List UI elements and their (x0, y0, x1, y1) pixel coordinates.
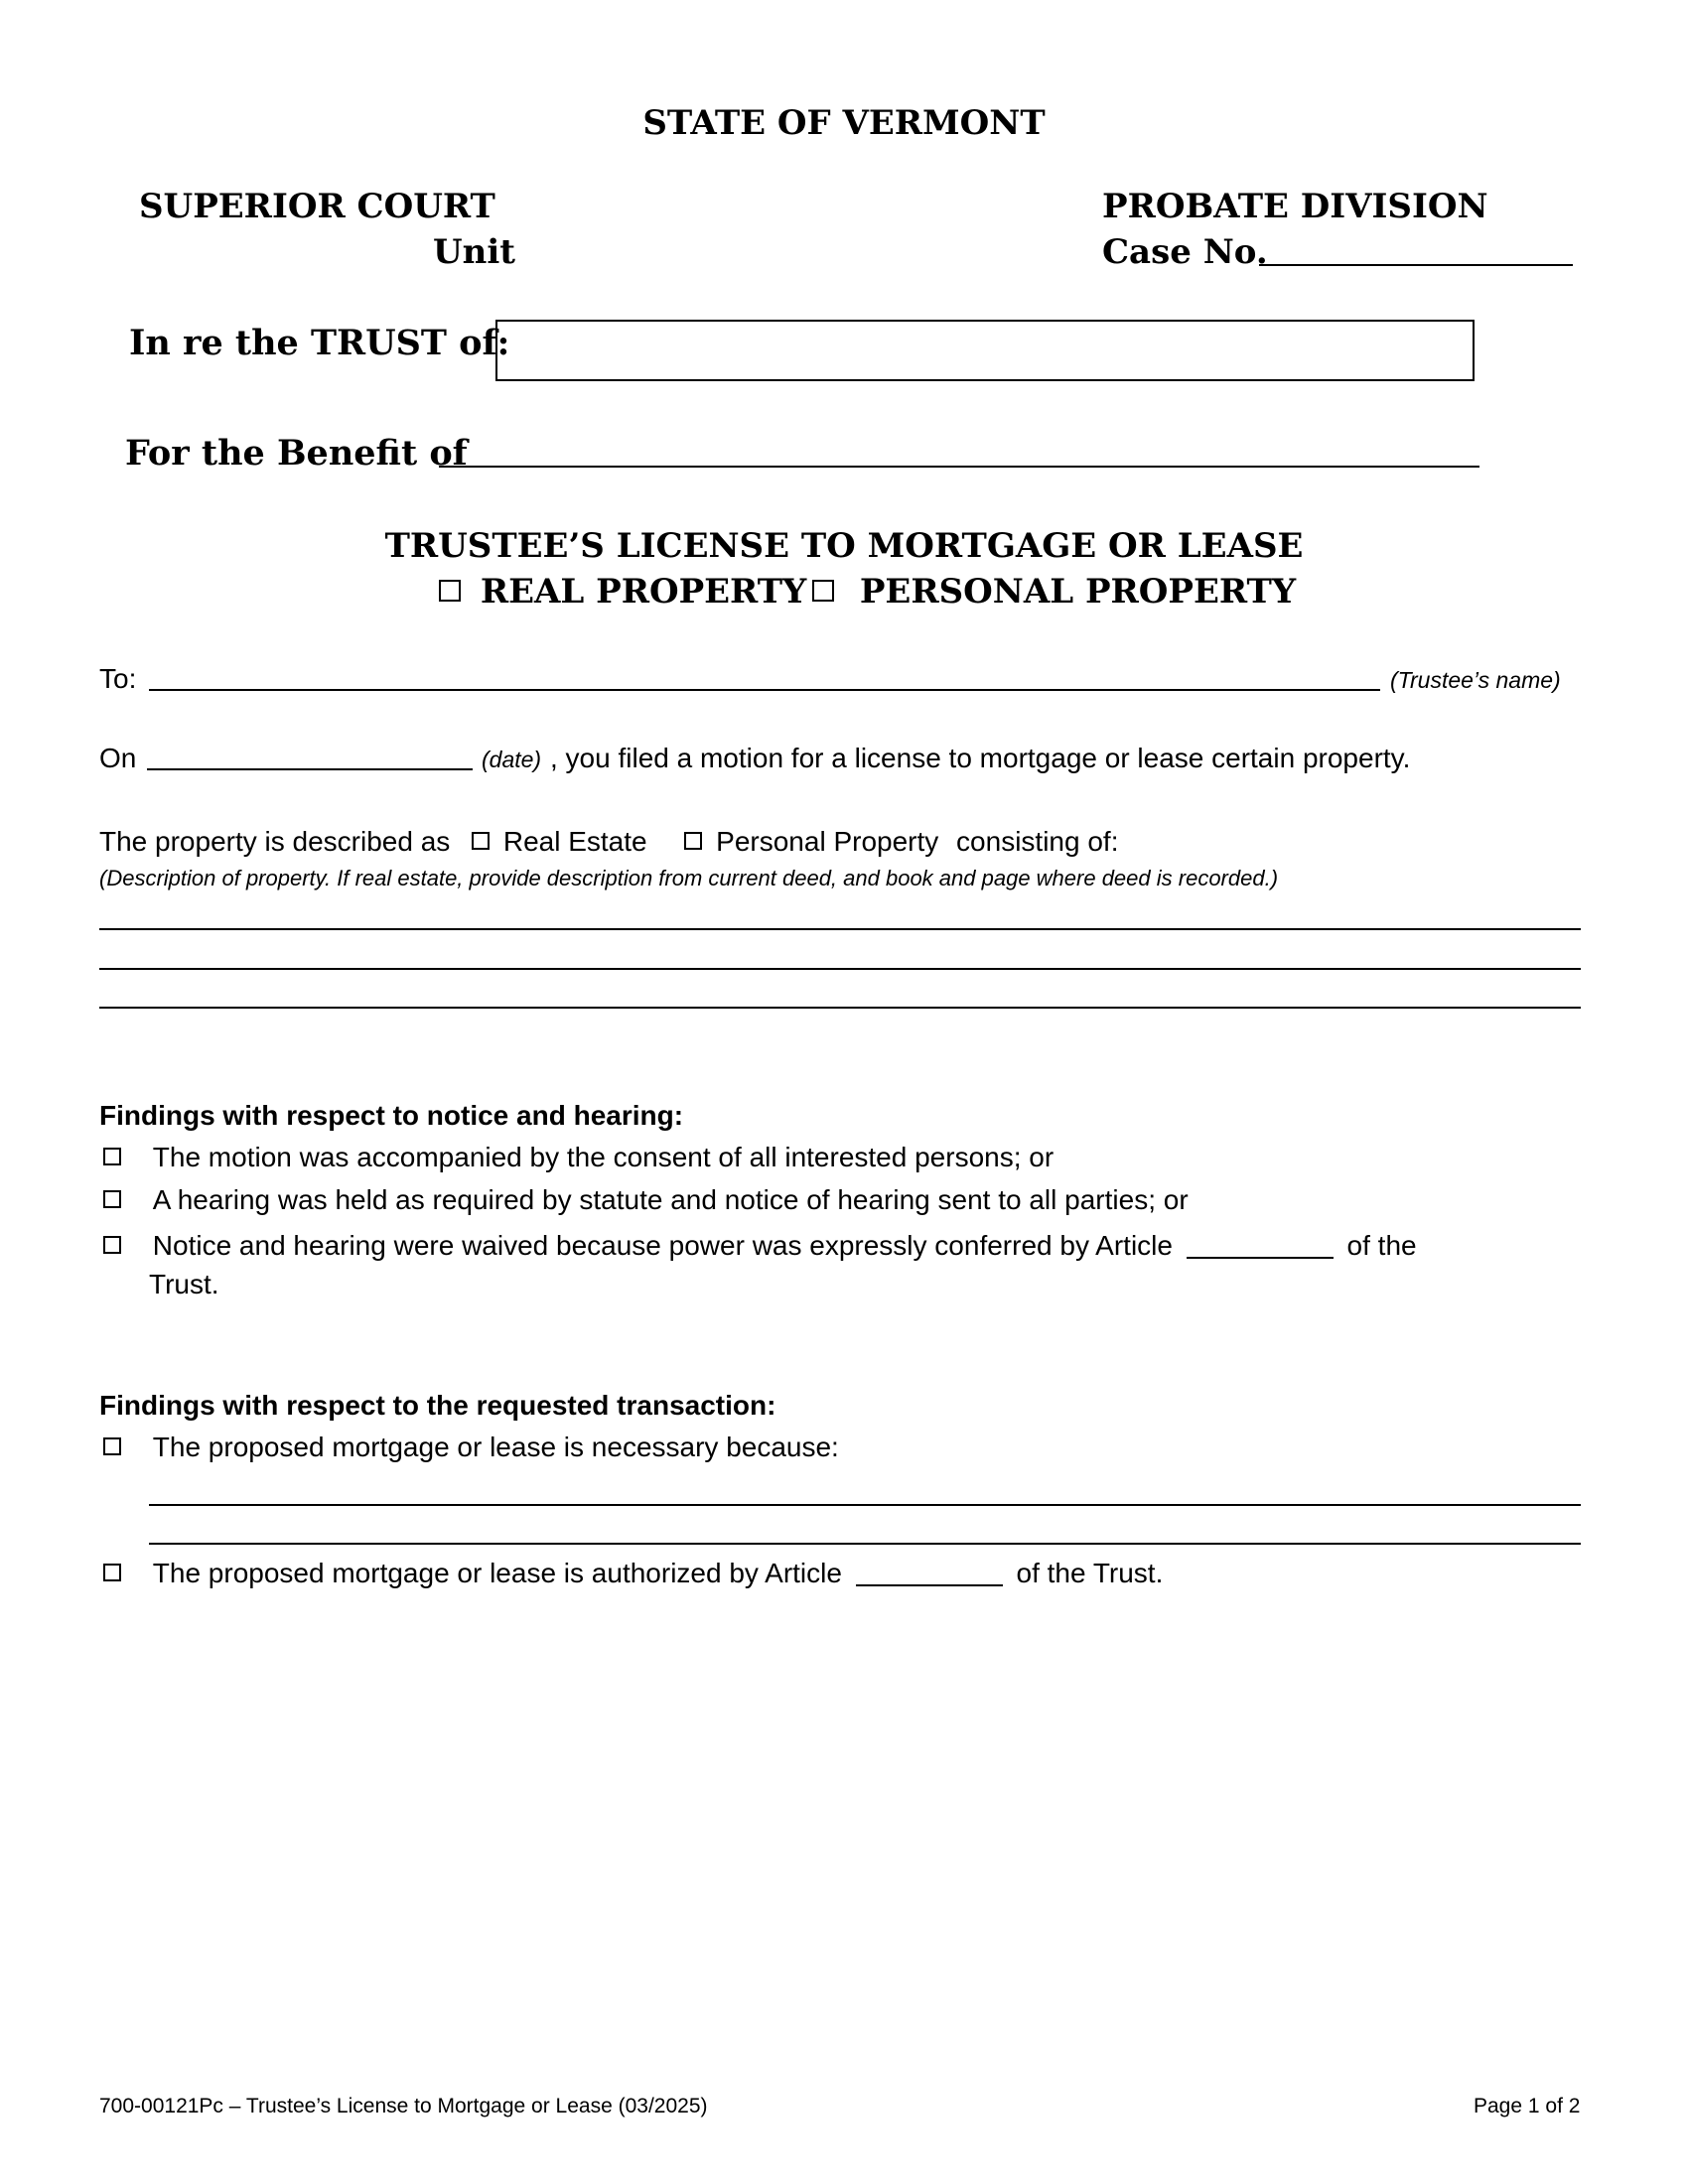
motion-text: , you filed a motion for a license to mortgage or lease certain property. (550, 743, 1411, 773)
benefit-label: For the Benefit of (125, 433, 468, 474)
date-field[interactable] (147, 768, 473, 770)
case-no-label: Case No. (1102, 232, 1268, 272)
beneficiary-field[interactable] (439, 466, 1479, 468)
real-estate-checkbox[interactable] (472, 832, 490, 850)
real-property-checkbox[interactable] (439, 580, 461, 602)
notice-item-2 (103, 1184, 1189, 1216)
notice-item-3-suffix: of the (1346, 1230, 1417, 1261)
real-property-option (439, 572, 806, 612)
personal-property-checkbox[interactable] (812, 580, 834, 602)
notice-item-3-continuation: Trust. (149, 1269, 219, 1299)
division-name: PROBATE DIVISION (1102, 187, 1488, 226)
property-description-line-2[interactable] (99, 968, 1581, 970)
unit-label: Unit (433, 232, 515, 272)
necessity-reason-line-2[interactable] (149, 1543, 1581, 1545)
property-label: The property is described as (99, 826, 451, 857)
property-instruction: (Description of property. If real estate, provide description from current deed, and book and page where deed is recorded.) (99, 866, 1279, 890)
transaction-item-1-checkbox[interactable] (103, 1437, 121, 1455)
personal-property-item-label: Personal Property (716, 826, 939, 857)
form-number: 700-00121Pc – Trustee’s License to Mortgage or Lease (03/2025) (99, 2095, 708, 2117)
notice-item-1-checkbox[interactable] (103, 1148, 121, 1165)
personal-property-option (812, 572, 1296, 612)
notice-heading: Findings with respect to notice and hearing: (99, 1100, 684, 1131)
notice-article-field[interactable] (1187, 1231, 1334, 1259)
consisting-label: consisting of: (956, 826, 1119, 857)
personal-property-item-checkbox[interactable] (684, 832, 702, 850)
case-no-field[interactable] (1259, 264, 1573, 266)
trust-name-field[interactable] (495, 320, 1475, 381)
real-property-label: REAL PROPERTY (480, 572, 807, 612)
transaction-item-2-checkbox[interactable] (103, 1564, 121, 1581)
notice-item-1 (103, 1142, 1054, 1173)
in-re-label: In re the TRUST of: (129, 323, 510, 363)
trustee-name-note: (Trustee’s name) (1390, 667, 1561, 693)
property-description-line-1[interactable] (99, 928, 1581, 930)
on-label: On (99, 743, 137, 773)
form-title: TRUSTEE’S LICENSE TO MORTGAGE OR LEASE (384, 526, 1304, 566)
property-row (99, 826, 1118, 858)
real-estate-label: Real Estate (502, 826, 647, 857)
notice-item-3-checkbox[interactable] (103, 1236, 121, 1254)
necessity-reason-line-1[interactable] (149, 1504, 1581, 1506)
notice-item-3-text: Notice and hearing were waived because power was expressly conferred by Article (152, 1230, 1173, 1261)
page-number: Page 1 of 2 (1474, 2095, 1581, 2117)
transaction-item-1 (103, 1432, 839, 1463)
trustee-name-field[interactable] (149, 689, 1380, 691)
notice-item-2-checkbox[interactable] (103, 1190, 121, 1208)
notice-item-1-text: The motion was accompanied by the consent of all interested persons; or (152, 1142, 1055, 1172)
date-note: (date) (482, 747, 542, 772)
transaction-item-1-text: The proposed mortgage or lease is necessary because: (152, 1432, 839, 1462)
transaction-heading: Findings with respect to the requested transaction: (99, 1390, 776, 1421)
transaction-item-2-text: The proposed mortgage or lease is authorized by Article (152, 1558, 842, 1588)
personal-property-label: PERSONAL PROPERTY (859, 572, 1297, 612)
state-heading: STATE OF VERMONT (642, 103, 1046, 143)
property-description-line-3[interactable] (99, 1007, 1581, 1009)
to-label: To: (99, 663, 137, 694)
transaction-article-field[interactable] (856, 1559, 1003, 1586)
court-name: SUPERIOR COURT (139, 187, 495, 226)
transaction-item-2-suffix: of the Trust. (1016, 1558, 1164, 1588)
notice-item-3 (103, 1227, 1417, 1262)
transaction-item-2 (103, 1555, 1163, 1589)
notice-item-2-text: A hearing was held as required by statute and notice of hearing sent to all parties; or (152, 1184, 1189, 1215)
